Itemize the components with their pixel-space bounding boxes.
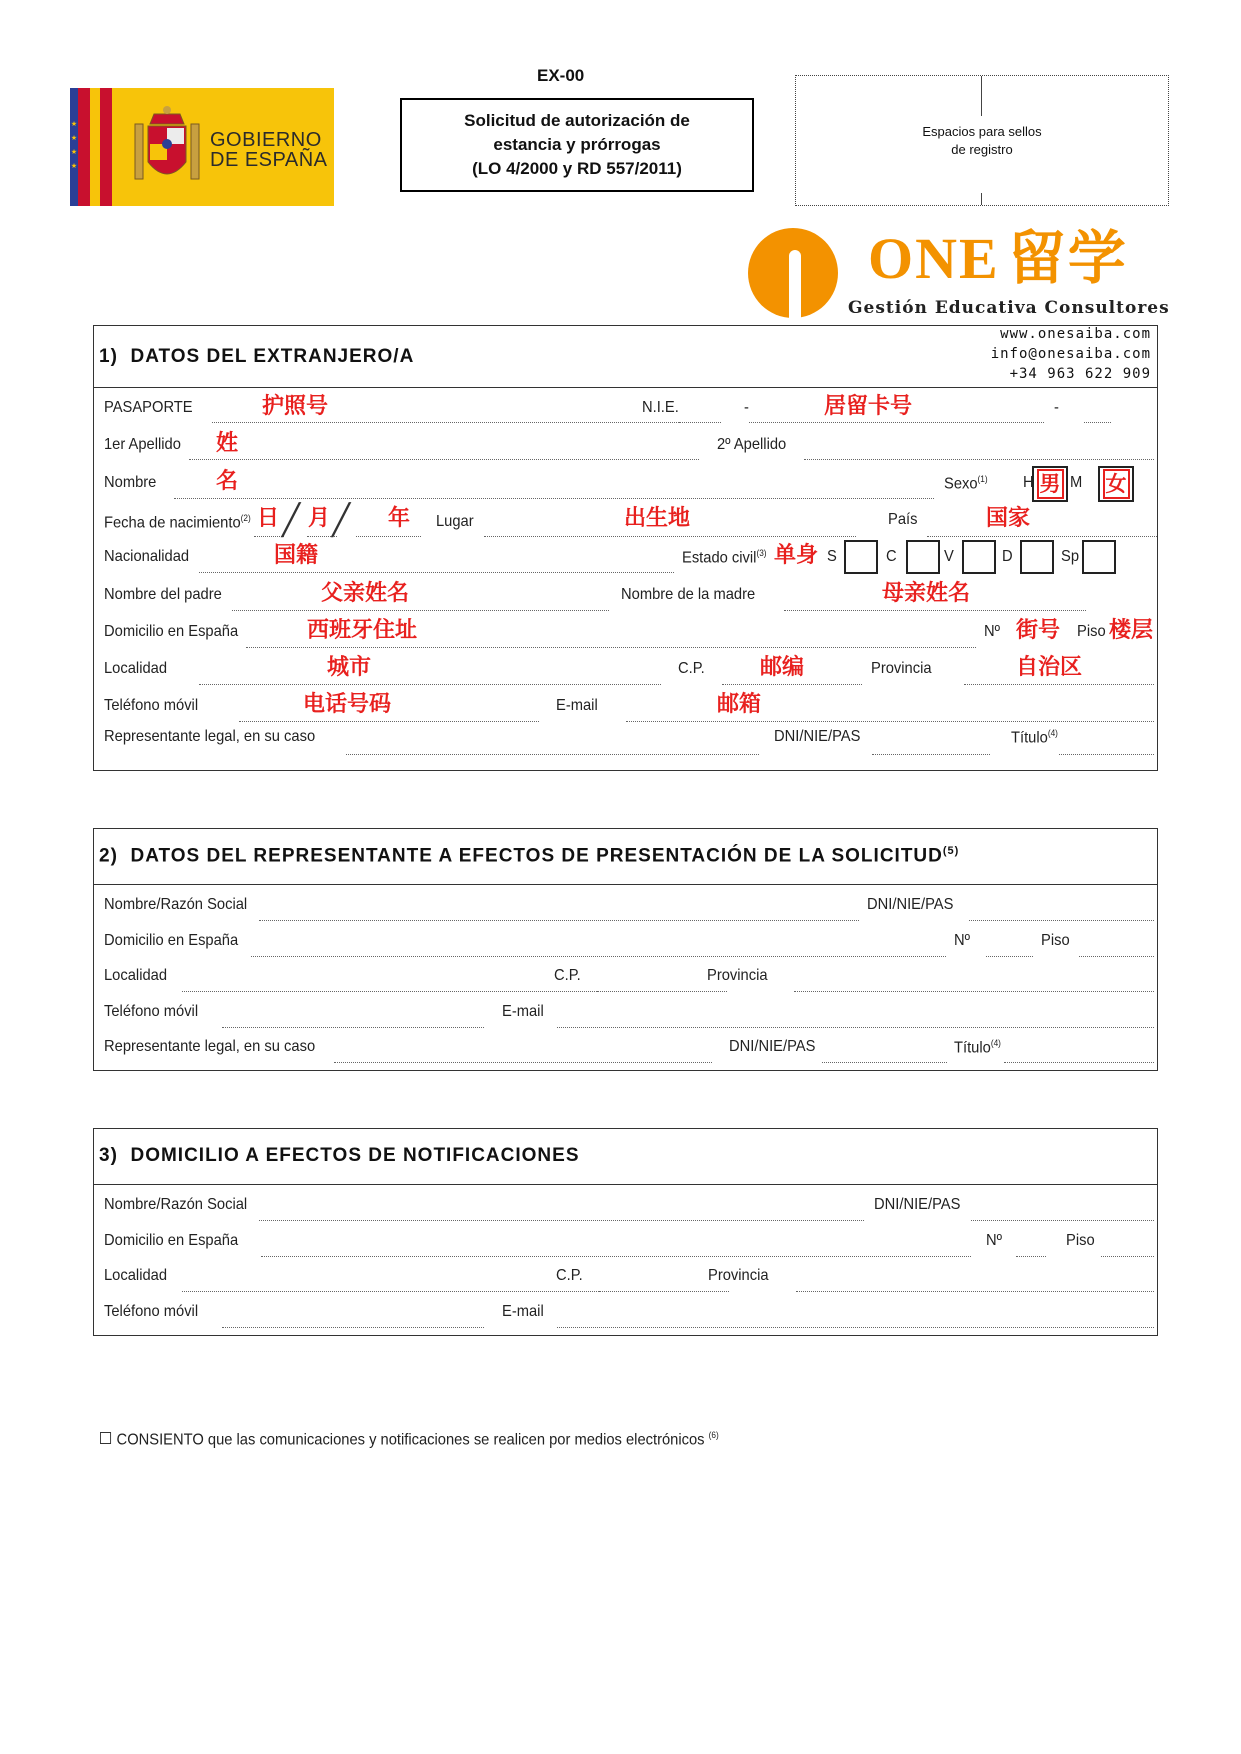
- field-representante[interactable]: [334, 1062, 712, 1063]
- fill-nie: 居留卡号: [824, 394, 913, 419]
- section-2-header: [94, 829, 1157, 885]
- fill-pais: 国家: [986, 506, 1031, 531]
- field-email[interactable]: [557, 1027, 1154, 1028]
- section-1-title: [99, 346, 414, 368]
- fill-email: 邮箱: [717, 692, 762, 717]
- label-dni-2: DNI/NIE/PAS: [729, 1038, 816, 1055]
- label-email: E-mail: [556, 697, 598, 714]
- label-pasaporte: PASAPORTE: [104, 399, 193, 416]
- field-padre[interactable]: [232, 610, 609, 611]
- brand-subtitle: Gestión Educativa Consultores: [848, 298, 1170, 318]
- brand-web[interactable]: www.onesaiba.com: [1000, 326, 1151, 342]
- section-2-number: 2): [99, 845, 118, 867]
- field-provincia[interactable]: [794, 991, 1154, 992]
- fill-sexo-m: 女: [1103, 469, 1130, 499]
- label-email: E-mail: [502, 1003, 544, 1020]
- label-piso: Piso: [1077, 623, 1106, 640]
- label-estado-c: C: [886, 548, 897, 565]
- fill-nacionalidad: 国籍: [274, 543, 319, 568]
- section-2-note: (5): [942, 845, 960, 857]
- label-estado-s: S: [827, 548, 837, 565]
- section-3-number: 3): [99, 1145, 118, 1166]
- field-localidad[interactable]: [182, 1291, 639, 1292]
- field-localidad[interactable]: [199, 684, 661, 685]
- label-localidad: Localidad: [104, 967, 168, 984]
- consent-row[interactable]: [100, 1430, 719, 1449]
- flag-stripe-red: [100, 88, 112, 206]
- field-piso[interactable]: [1101, 1256, 1154, 1257]
- stamp-label-line-1: Espacios para sellos: [922, 123, 1042, 139]
- fill-sexo-h: 男: [1037, 469, 1064, 499]
- field-apellido-1[interactable]: [189, 459, 699, 460]
- field-numero[interactable]: [986, 956, 1033, 957]
- checkbox-sexo-m[interactable]: [1098, 466, 1134, 502]
- brand-name: ONE: [868, 226, 1000, 291]
- label-telefono: Teléfono móvil: [104, 1003, 199, 1020]
- field-telefono[interactable]: [222, 1327, 484, 1328]
- field-dni[interactable]: [872, 754, 990, 755]
- section-2-title: [99, 845, 959, 867]
- field-nombre[interactable]: [174, 498, 934, 499]
- field-domicilio[interactable]: [261, 1256, 971, 1257]
- fill-madre: 母亲姓名: [882, 581, 971, 606]
- section-3-title-text: DOMICILIO A EFECTOS DE NOTIFICACIONES: [130, 1145, 580, 1166]
- date-separator: ╱: [332, 503, 351, 538]
- fill-provincia: 自治区: [1016, 655, 1083, 680]
- label-apellido-2: 2º Apellido: [717, 436, 787, 453]
- form-title-box: [400, 98, 754, 192]
- brand-name-cn: 留学: [1007, 224, 1128, 292]
- fill-padre: 父亲姓名: [321, 581, 410, 606]
- label-sexo-h: H: [1023, 474, 1034, 491]
- brand-phone: +34 963 622 909: [1009, 366, 1151, 382]
- label-localidad: Localidad: [104, 1267, 168, 1284]
- field-apellido-2[interactable]: [804, 459, 1154, 460]
- checkbox-estado-c[interactable]: [906, 540, 940, 574]
- field-provincia[interactable]: [796, 1291, 1154, 1292]
- field-nie-prefix[interactable]: [679, 422, 721, 423]
- fill-dia: 日: [257, 506, 280, 531]
- label-cp: C.P.: [554, 967, 581, 984]
- label-domicilio: Domicilio en España: [104, 1232, 239, 1249]
- checkbox-sexo-h[interactable]: [1032, 466, 1068, 502]
- label-dni: DNI/NIE/PAS: [874, 1196, 961, 1213]
- field-titulo[interactable]: [1004, 1062, 1154, 1063]
- section-1-title-text: DATOS DEL EXTRANJERO/A: [130, 346, 415, 367]
- fill-nombre: 名: [216, 469, 239, 494]
- label-sexo-m: M: [1070, 474, 1083, 491]
- fill-cp: 邮编: [760, 655, 805, 680]
- label-cp: C.P.: [556, 1267, 583, 1284]
- fill-anio: 年: [388, 506, 411, 531]
- label-madre: Nombre de la madre: [621, 586, 756, 603]
- label-piso: Piso: [1041, 932, 1070, 949]
- field-dni-2[interactable]: [822, 1062, 947, 1063]
- field-pasaporte[interactable]: [212, 422, 717, 423]
- field-lugar[interactable]: [484, 536, 856, 537]
- consent-note: (6): [708, 1430, 719, 1440]
- flag-stripe-red: [78, 88, 90, 206]
- label-dni: DNI/NIE/PAS: [774, 728, 861, 745]
- field-email[interactable]: [626, 721, 1154, 722]
- label-estado-civil: Estado civil$^{(3)}$: [682, 548, 767, 567]
- label-titulo: Título$^{(4)}$: [954, 1038, 1001, 1057]
- field-representante[interactable]: [346, 754, 759, 755]
- label-numero: Nº: [984, 623, 1001, 640]
- label-piso: Piso: [1066, 1232, 1095, 1249]
- coat-of-arms-icon: [132, 104, 202, 194]
- label-estado-d: D: [1002, 548, 1013, 565]
- field-cp[interactable]: [597, 991, 727, 992]
- section-1-header: [94, 326, 1157, 388]
- fill-domicilio: 西班牙住址: [307, 618, 418, 643]
- date-separator: ╱: [282, 503, 301, 538]
- label-estado-sp: Sp: [1061, 548, 1080, 565]
- form-title-line-1: Solicitud de autorización de: [464, 111, 690, 130]
- registry-stamp-box: [795, 75, 1169, 206]
- gobierno-logo: [70, 88, 334, 206]
- label-provincia: Provincia: [708, 1267, 769, 1284]
- label-titulo: Título$^{(4)}$: [1011, 728, 1058, 747]
- nie-dash: -: [744, 399, 749, 416]
- eu-stars-icon: ★ ★ ★ ★: [70, 121, 78, 170]
- field-telefono[interactable]: [222, 1027, 484, 1028]
- label-nombre-razon: Nombre/Razón Social: [104, 1196, 248, 1213]
- section-datos-representante: [93, 828, 1158, 1071]
- label-nombre-razon: Nombre/Razón Social: [104, 896, 248, 913]
- label-numero: Nº: [986, 1232, 1003, 1249]
- fill-localidad: 城市: [327, 655, 372, 680]
- flag-stripe-yellow: [90, 88, 100, 206]
- fill-numero: 街号: [1016, 618, 1061, 643]
- consent-checkbox[interactable]: [100, 1432, 111, 1444]
- field-nacionalidad[interactable]: [199, 572, 674, 573]
- gov-logo-line-2: DE ESPAÑA: [210, 149, 328, 171]
- field-nie-suffix[interactable]: [1084, 422, 1111, 423]
- consent-text: CONSIENTO que las comunicaciones y notificaciones se realicen por medios electrónicos: [116, 1431, 705, 1449]
- field-madre[interactable]: [784, 610, 1086, 611]
- field-email[interactable]: [557, 1327, 1154, 1328]
- label-domicilio: Domicilio en España: [104, 623, 239, 640]
- field-localidad[interactable]: [182, 991, 637, 992]
- label-domicilio: Domicilio en España: [104, 932, 239, 949]
- stamp-divider: [981, 193, 982, 205]
- label-sexo: Sexo$^{(1)}$: [944, 474, 988, 493]
- checkbox-estado-sp[interactable]: [1082, 540, 1116, 574]
- field-dia[interactable]: [254, 536, 284, 537]
- fill-pasaporte: 护照号: [262, 394, 329, 419]
- label-apellido-1: 1er Apellido: [104, 436, 181, 453]
- label-nie: N.I.E.: [642, 399, 679, 416]
- section-1-number: 1): [99, 346, 118, 367]
- section-datos-extranjero: [93, 325, 1158, 771]
- fill-mes: 月: [308, 506, 331, 531]
- label-pais: País: [888, 511, 918, 528]
- gov-logo-line-1: GOBIERNO: [210, 129, 322, 151]
- section-domicilio-notificaciones: [93, 1128, 1158, 1336]
- field-anio[interactable]: [356, 536, 421, 537]
- section-2-title-text: DATOS DEL REPRESENTANTE A EFECTOS DE PRESENTACIÓN DE LA SOLICITUD: [130, 845, 943, 867]
- nie-dash: -: [1054, 399, 1059, 416]
- checkbox-estado-s[interactable]: [844, 540, 878, 574]
- field-dni[interactable]: [971, 1220, 1154, 1221]
- brand-email[interactable]: info@onesaiba.com: [990, 346, 1151, 362]
- field-domicilio[interactable]: [251, 956, 946, 957]
- label-numero: Nº: [954, 932, 971, 949]
- label-telefono: Teléfono móvil: [104, 1303, 199, 1320]
- label-estado-v: V: [944, 548, 954, 565]
- label-provincia: Provincia: [707, 967, 768, 984]
- label-fecha-nacimiento: Fecha de nacimiento$^{(2)}$: [104, 513, 251, 532]
- field-titulo[interactable]: [1059, 754, 1154, 755]
- label-localidad: Localidad: [104, 660, 168, 677]
- form-title-line-2: estancia y prórrogas: [493, 135, 661, 154]
- label-representante: Representante legal, en su caso: [104, 728, 316, 745]
- label-provincia: Provincia: [871, 660, 932, 677]
- fill-apellido-1: 姓: [216, 431, 239, 456]
- fill-telefono: 电话号码: [303, 692, 392, 717]
- one-logo-bar: [789, 250, 801, 322]
- label-email: E-mail: [502, 1303, 544, 1320]
- label-dni: DNI/NIE/PAS: [867, 896, 954, 913]
- field-nombre-razon[interactable]: [259, 1220, 864, 1221]
- label-cp: C.P.: [678, 660, 705, 677]
- field-provincia[interactable]: [964, 684, 1154, 685]
- form-code: EX-00: [537, 66, 585, 85]
- field-pais[interactable]: [927, 536, 1157, 537]
- checkbox-estado-d[interactable]: [1020, 540, 1054, 574]
- stamp-label-line-2: de registro: [951, 141, 1013, 157]
- field-cp[interactable]: [599, 1291, 729, 1292]
- field-numero[interactable]: [1016, 1256, 1046, 1257]
- field-domicilio[interactable]: [246, 647, 976, 648]
- label-nacionalidad: Nacionalidad: [104, 548, 190, 565]
- section-3-title: [99, 1145, 580, 1167]
- label-nombre: Nombre: [104, 474, 157, 491]
- field-piso[interactable]: [1079, 956, 1154, 957]
- label-padre: Nombre del padre: [104, 586, 222, 603]
- fill-lugar: 出生地: [624, 506, 691, 531]
- checkbox-estado-v[interactable]: [962, 540, 996, 574]
- gobierno-logo-text: [210, 130, 328, 170]
- field-cp[interactable]: [722, 684, 862, 685]
- field-dni[interactable]: [969, 920, 1154, 921]
- field-telefono[interactable]: [239, 721, 539, 722]
- form-title-line-3: (LO 4/2000 y RD 557/2011): [472, 159, 682, 178]
- field-nombre-razon[interactable]: [259, 920, 859, 921]
- label-telefono: Teléfono móvil: [104, 697, 199, 714]
- label-representante: Representante legal, en su caso: [104, 1038, 316, 1055]
- section-3-header: [94, 1129, 1157, 1185]
- label-lugar: Lugar: [436, 513, 474, 530]
- field-nie-number[interactable]: [749, 422, 1044, 423]
- fill-estado-civil: 单身: [774, 543, 819, 568]
- one-logo-text: [868, 226, 1128, 291]
- fill-piso: 楼层: [1109, 618, 1154, 643]
- stamp-divider: [981, 76, 982, 116]
